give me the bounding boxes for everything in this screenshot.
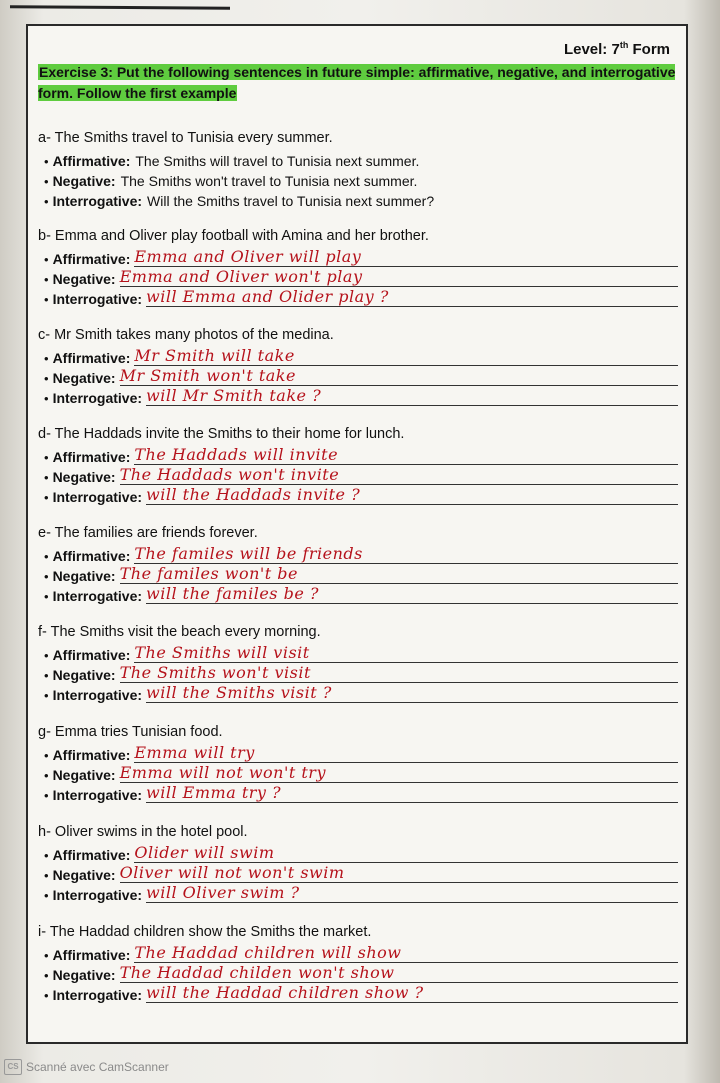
interrogative-row: • Interrogative: will Mr Smith take ?: [38, 386, 678, 406]
affirmative-row: • Affirmative: Emma and Oliver will play: [38, 247, 678, 267]
interrogative-answer-line[interactable]: [146, 984, 678, 1003]
interrogative-answer-line[interactable]: [146, 585, 678, 604]
handwritten-answer: The familes won't be: [119, 564, 299, 583]
interrogative-label: Interrogative:: [52, 987, 143, 1003]
handwritten-answer: will the Haddads invite ?: [146, 485, 361, 504]
affirmative-row: • Affirmative: Olider will swim: [38, 843, 678, 863]
negative-row: • Negative: Oliver will not won't swim: [38, 863, 678, 883]
interrogative-answer-line[interactable]: [146, 288, 678, 307]
handwritten-answer: Emma and Oliver will play: [134, 247, 362, 266]
handwritten-answer: The Haddads won't invite: [119, 465, 340, 484]
negative-label: Negative:: [52, 370, 116, 386]
affirmative-label: Affirmative:: [52, 251, 131, 267]
negative-answer-line[interactable]: [120, 367, 678, 386]
interrogative-row: • Interrogative: will the Haddads invite ?: [38, 485, 678, 505]
negative-row: • Negative: Emma will not won't try: [38, 763, 678, 783]
handwritten-answer: The Smiths will visit: [134, 643, 310, 662]
affirmative-answer-line[interactable]: [134, 944, 678, 963]
worksheet: [26, 24, 688, 1044]
exercise-block: [38, 523, 678, 604]
question: f- The Smiths visit the beach every morning.: [38, 624, 321, 640]
interrogative-row: • Interrogative: will Emma try ?: [38, 783, 678, 803]
question: a- The Smiths travel to Tunisia every summer.: [38, 130, 333, 146]
handwritten-answer: Emma and Oliver won't play: [119, 267, 363, 286]
exercise-block: [38, 424, 678, 505]
affirmative-answer-line[interactable]: [134, 248, 678, 267]
handwritten-answer: will the familes be ?: [146, 584, 319, 603]
handwritten-answer: Emma will try: [134, 743, 255, 762]
affirmative-answer-line[interactable]: [134, 545, 678, 564]
negative-label: Negative:: [52, 667, 116, 683]
affirmative-row: • Affirmative: Mr Smith will take: [38, 346, 678, 366]
camscanner-watermark: CS Scanné avec CamScanner: [4, 1059, 169, 1075]
affirmative-answer-line[interactable]: [134, 844, 678, 863]
negative-answer-line[interactable]: [120, 664, 678, 683]
negative-row: • Negative: The Haddads won't invite: [38, 465, 678, 485]
negative-answer-line[interactable]: [120, 466, 678, 485]
affirmative-label: Affirmative:: [52, 747, 131, 763]
handwritten-answer: The Haddad childen won't show: [119, 963, 395, 982]
affirmative-answer-line[interactable]: [134, 744, 678, 763]
negative-answer-line[interactable]: [120, 268, 678, 287]
interrogative-label: Interrogative:: [52, 291, 143, 307]
affirmative-label: Affirmative:: [52, 947, 131, 963]
negative-row: • Negative: The Smiths won't visit: [38, 663, 678, 683]
interrogative-label: Interrogative:: [52, 588, 143, 604]
exercise-block: [38, 226, 678, 307]
exercise-instruction: Exercise 3: Put the following sentences in future simple: affirmative, negative, and interrogative form. Follow the first example: [38, 64, 676, 101]
negative-row: • Negative: Mr Smith won't take: [38, 366, 678, 386]
negative-row: • Negative: The familes won't be: [38, 564, 678, 584]
example-block: a- The Smiths travel to Tunisia every summer. • Affirmative: The Smiths will travel to Tunisia next summer. • Negative: The Smiths won't travel to Tunisia next summer. • Interrogative: Will the Smiths travel to Tunisia next summer?: [38, 128, 678, 209]
affirmative-label: Affirmative:: [52, 647, 131, 663]
handwritten-answer: Olider will swim: [134, 843, 275, 862]
example-interrogative: Will the Smiths travel to Tunisia next summer?: [147, 193, 435, 209]
question: e- The families are friends forever.: [38, 525, 258, 541]
affirmative-row: • Affirmative: The Haddads will invite: [38, 445, 678, 465]
negative-label: Negative:: [52, 469, 116, 485]
negative-row: • Negative: The Haddad childen won't show: [38, 963, 678, 983]
interrogative-label: Interrogative:: [52, 390, 143, 406]
affirmative-row: • Affirmative: Emma will try: [38, 743, 678, 763]
exercise-block: [38, 325, 678, 406]
affirmative-label: Affirmative:: [52, 350, 131, 366]
affirmative-row: • Affirmative: The Smiths will visit: [38, 643, 678, 663]
interrogative-row: • Interrogative: will Oliver swim ?: [38, 883, 678, 903]
interrogative-row: • Interrogative: will the familes be ?: [38, 584, 678, 604]
negative-label: Negative:: [52, 568, 116, 584]
handwritten-answer: will the Haddad children show ?: [146, 983, 424, 1002]
interrogative-answer-line[interactable]: [146, 784, 678, 803]
interrogative-answer-line[interactable]: [146, 486, 678, 505]
negative-row: • Negative: Emma and Oliver won't play: [38, 267, 678, 287]
negative-answer-line[interactable]: [120, 565, 678, 584]
negative-label: Negative:: [52, 867, 116, 883]
question: g- Emma tries Tunisian food.: [38, 724, 223, 740]
exercise-block: [38, 822, 678, 903]
negative-label: Negative:: [52, 767, 116, 783]
handwritten-answer: will Oliver swim ?: [146, 883, 300, 902]
exercise-block: [38, 722, 678, 803]
affirmative-answer-line[interactable]: [134, 446, 678, 465]
question: b- Emma and Oliver play football with Amina and her brother.: [38, 228, 429, 244]
affirmative-answer-line[interactable]: [134, 347, 678, 366]
affirmative-answer-line[interactable]: [134, 644, 678, 663]
handwritten-answer: Oliver will not won't swim: [119, 863, 345, 882]
exercise-block: [38, 922, 678, 1003]
negative-answer-line[interactable]: [120, 864, 678, 883]
example-negative: The Smiths won't travel to Tunisia next summer.: [120, 173, 418, 189]
handwritten-answer: will Emma try ?: [146, 783, 282, 802]
handwritten-answer: will Mr Smith take ?: [146, 386, 322, 405]
question: i- The Haddad children show the Smiths the market.: [38, 924, 372, 940]
interrogative-label: Interrogative:: [52, 887, 143, 903]
interrogative-answer-line[interactable]: [146, 684, 678, 703]
interrogative-row: • Interrogative: will the Haddad children show ?: [38, 983, 678, 1003]
question: d- The Haddads invite the Smiths to their home for lunch.: [38, 426, 405, 442]
negative-label: Negative:: [52, 967, 116, 983]
handwritten-answer: The familes will be friends: [134, 544, 363, 563]
interrogative-row: • Interrogative: will the Smiths visit ?: [38, 683, 678, 703]
exercise-block: [38, 622, 678, 703]
affirmative-label: Affirmative:: [52, 847, 131, 863]
affirmative-label: Affirmative:: [52, 548, 131, 564]
affirmative-label: Affirmative:: [52, 449, 131, 465]
interrogative-label: Interrogative:: [52, 489, 143, 505]
level-label: Level: 7th Form: [563, 40, 670, 58]
handwritten-answer: Emma will not won't try: [119, 763, 326, 782]
negative-label: Negative:: [52, 271, 116, 287]
handwritten-answer: Mr Smith won't take: [119, 366, 296, 385]
camscanner-icon: CS: [4, 1059, 22, 1075]
handwritten-answer: will the Smiths visit ?: [146, 683, 332, 702]
interrogative-label: Interrogative:: [52, 687, 143, 703]
interrogative-answer-line[interactable]: [146, 884, 678, 903]
handwritten-answer: will Emma and Olider play ?: [146, 287, 389, 306]
handwritten-answer: Mr Smith will take: [134, 346, 295, 365]
interrogative-label: Interrogative:: [52, 787, 143, 803]
example-affirmative: The Smiths will travel to Tunisia next summer.: [135, 153, 420, 169]
negative-answer-line[interactable]: [120, 764, 678, 783]
handwritten-answer: The Smiths won't visit: [119, 663, 311, 682]
question: c- Mr Smith takes many photos of the medina.: [38, 327, 334, 343]
question: h- Oliver swims in the hotel pool.: [38, 824, 248, 840]
affirmative-row: • Affirmative: The Haddad children will show: [38, 943, 678, 963]
affirmative-row: • Affirmative: The familes will be friends: [38, 544, 678, 564]
interrogative-answer-line[interactable]: [146, 387, 678, 406]
interrogative-row: • Interrogative: will Emma and Olider play ?: [38, 287, 678, 307]
handwritten-answer: The Haddad children will show: [134, 943, 402, 962]
handwritten-answer: The Haddads will invite: [134, 445, 339, 464]
negative-answer-line[interactable]: [120, 964, 678, 983]
